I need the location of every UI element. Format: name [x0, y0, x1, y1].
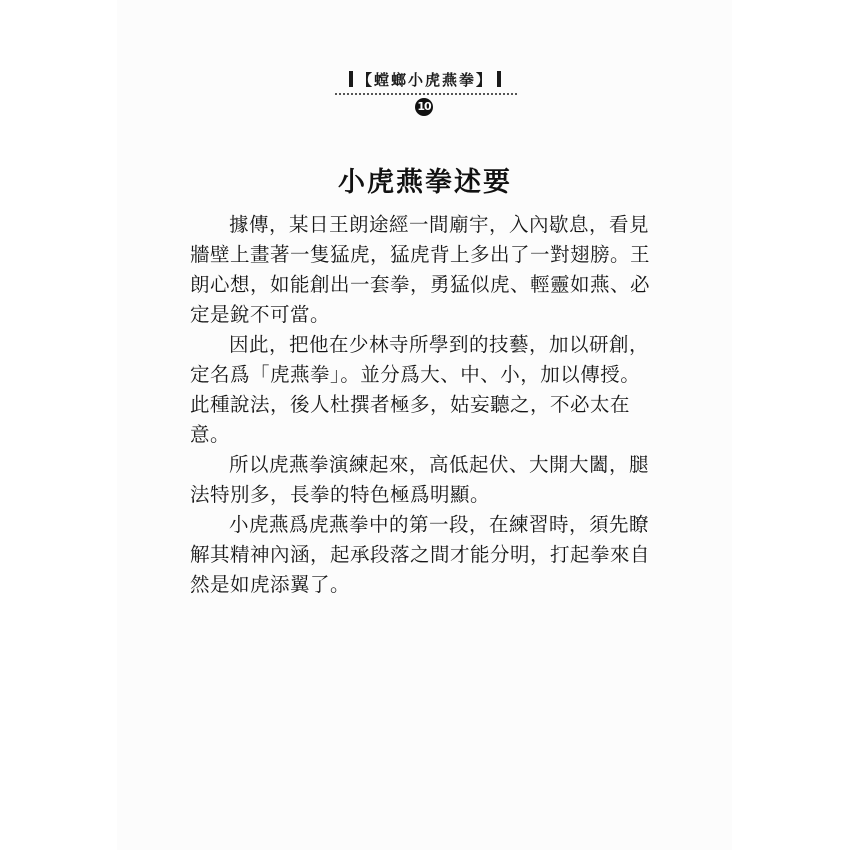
header-dotted-rule	[335, 93, 517, 95]
section-title: 小虎燕拳述要	[338, 167, 512, 198]
paragraph: 小虎燕爲虎燕拳中的第一段，在練習時，須先瞭解其精神內涵，起承段落之間才能分明，打起拳來自然是如虎添翼了。	[190, 513, 651, 596]
running-title: 【螳螂小虎燕拳】	[356, 71, 493, 89]
running-header	[0, 70, 850, 90]
paragraph: 據傳，某日王朗途經一間廟宇，入內歇息，看見牆壁上畫著一隻猛虎，猛虎背上多出了一對翅膀。王朗心想，如能創出一套拳，勇猛似虎、輕靈如燕、必定是銳不可當。	[190, 213, 651, 326]
paragraph: 所以虎燕拳演練起來，高低起伏、大開大闔，腿法特別多，長拳的特色極爲明顯。	[190, 453, 650, 506]
header-bar-left-icon	[349, 71, 353, 87]
paragraph: 因此，把他在少林寺所學到的技藝，加以研創，定名爲「虎燕拳」。並分爲大、中、小，加以傳授。此種說法，後人杜撰者極多，姑妄聽之，不必太在意。	[190, 333, 650, 446]
article-body	[190, 210, 660, 600]
page-number: 10	[415, 98, 433, 116]
header-bar-right-icon	[497, 71, 501, 87]
